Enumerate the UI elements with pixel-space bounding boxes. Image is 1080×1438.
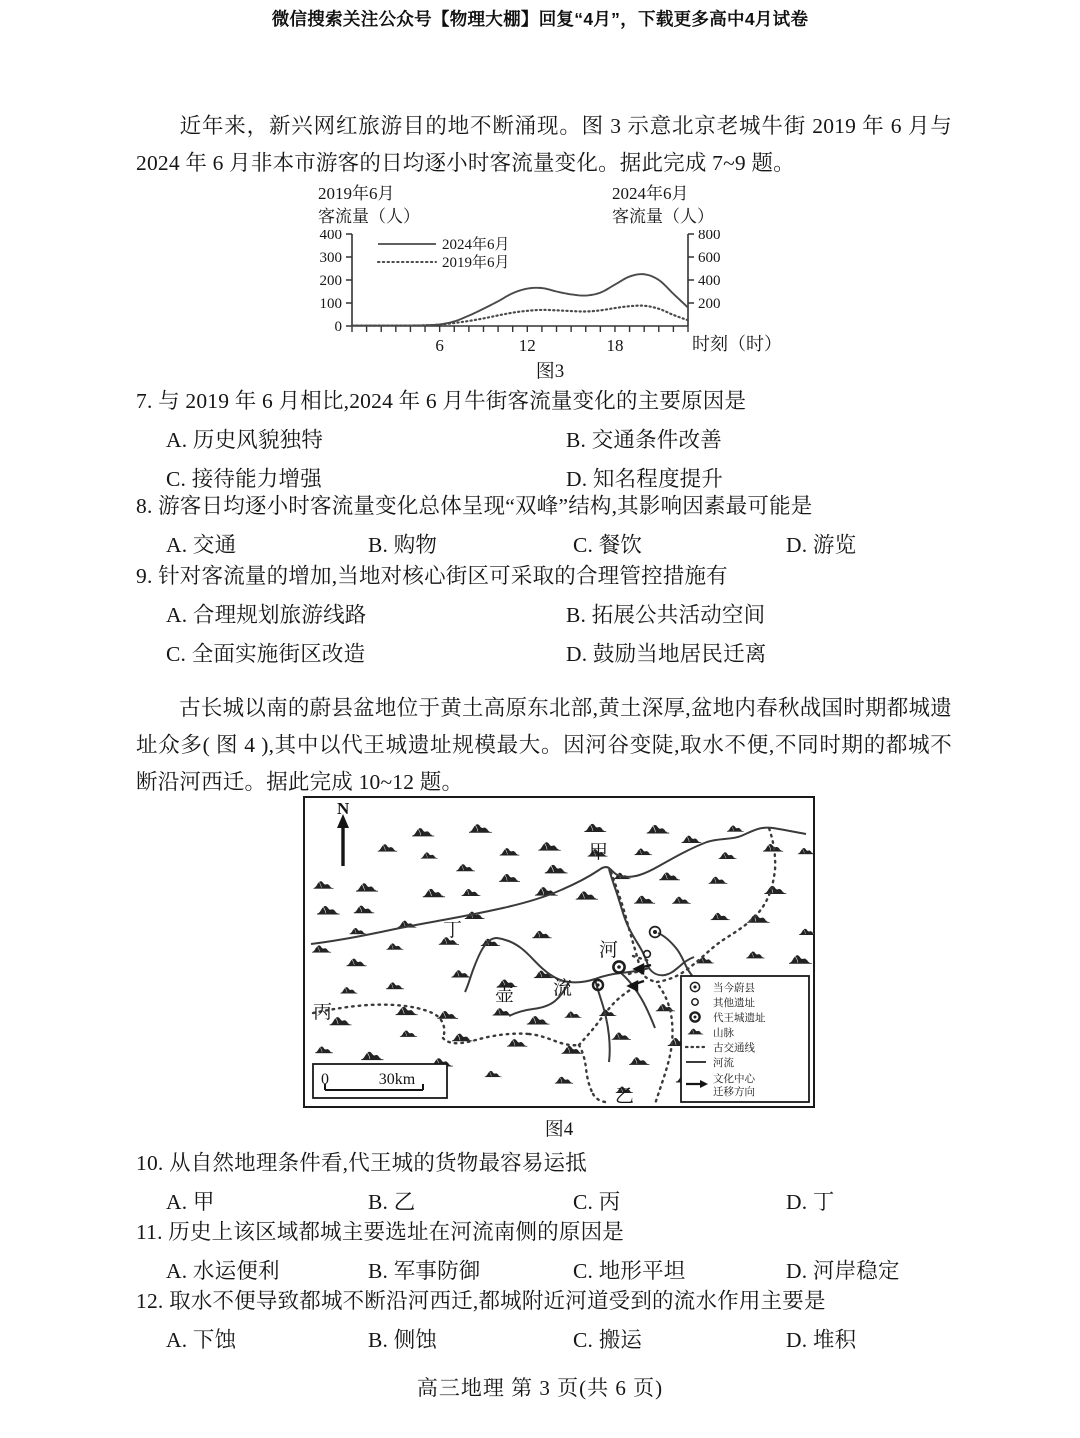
question-8 — [136, 489, 956, 562]
figure-3-left-title-line1: 2019年6月 — [318, 184, 395, 203]
question-7-option-d[interactable]: D. 知名程度提升 — [566, 467, 724, 491]
question-7-text: 与 2019 年 6 月相比,2024 年 6 月牛街客流量变化的主要原因是 — [158, 389, 747, 413]
figure-3-right-title-line2: 客流量（人） — [612, 207, 714, 226]
question-10-option-d[interactable]: D. 丁 — [786, 1190, 835, 1214]
question-7-options-row-1 — [136, 423, 956, 457]
question-8-number: 8. — [136, 494, 153, 518]
svg-text:100: 100 — [319, 296, 342, 312]
scale-bar-zero: 0 — [321, 1071, 329, 1088]
svg-text:18: 18 — [606, 336, 624, 355]
question-10-option-a[interactable]: A. 甲 — [166, 1190, 215, 1214]
map-river-label-char-1: 壶 — [495, 985, 515, 1006]
figure-4-caption: 图4 — [544, 1119, 574, 1140]
map-label-bing: 丙 — [313, 1002, 333, 1023]
svg-text:其他遗址: 其他遗址 — [713, 997, 755, 1009]
question-12 — [136, 1284, 956, 1357]
map-label-yi: 乙 — [615, 1086, 635, 1107]
question-12-number: 12. — [136, 1289, 164, 1313]
question-8-option-b[interactable]: B. 购物 — [368, 533, 438, 557]
question-7 — [136, 384, 956, 496]
svg-text:山脉: 山脉 — [713, 1027, 734, 1039]
map-north-label: N — [337, 799, 350, 818]
svg-text:800: 800 — [698, 230, 721, 243]
figure-3-left-title-line2: 客流量（人） — [318, 207, 420, 226]
question-12-option-c[interactable]: C. 搬运 — [573, 1328, 643, 1352]
question-12-option-b[interactable]: B. 侧蚀 — [368, 1328, 438, 1352]
svg-text:迁移方向: 迁移方向 — [713, 1086, 755, 1098]
question-7-option-c[interactable]: C. 接待能力增强 — [166, 467, 322, 491]
map-river-label-char-3: 河 — [599, 940, 619, 961]
question-11-option-d[interactable]: D. 河岸稳定 — [786, 1259, 900, 1283]
svg-text:12: 12 — [518, 336, 536, 355]
question-9-option-c[interactable]: C. 全面实施街区改造 — [166, 642, 366, 666]
figure-3-left-axis-title — [318, 182, 420, 228]
question-12-option-a[interactable]: A. 下蚀 — [166, 1328, 237, 1352]
question-10-options — [136, 1185, 956, 1219]
question-10-text: 从自然地理条件看,代王城的货物最容易运抵 — [169, 1151, 587, 1175]
question-7-number: 7. — [136, 389, 153, 413]
question-10 — [136, 1146, 956, 1219]
question-8-options — [136, 528, 956, 562]
question-7-stem — [136, 384, 956, 418]
passage-2 — [136, 690, 952, 801]
question-11-option-a[interactable]: A. 水运便利 — [166, 1259, 280, 1283]
svg-text:2024年6月: 2024年6月 — [442, 237, 510, 253]
question-11-options — [136, 1254, 956, 1288]
svg-text:河流: 河流 — [713, 1057, 734, 1069]
question-12-stem — [136, 1284, 956, 1318]
svg-text:400: 400 — [319, 230, 342, 243]
question-11 — [136, 1215, 956, 1288]
map-label-ding: 丁 — [443, 920, 463, 941]
question-8-text: 游客日均逐小时客流量变化总体呈现“双峰”结构,其影响因素最可能是 — [158, 494, 813, 518]
promo-banner: 微信搜索关注公众号【物理大棚】回复“4月”，下载更多高中4月试卷 — [271, 9, 809, 29]
question-7-option-b[interactable]: B. 交通条件改善 — [566, 428, 722, 452]
figure-3-xlabel: 时刻（时） — [692, 334, 782, 354]
question-7-option-a[interactable]: A. 历史风貌独特 — [166, 428, 324, 452]
figure-3-right-ticks — [688, 230, 721, 312]
map-river-label-char-2: 流 — [553, 978, 573, 999]
svg-text:600: 600 — [698, 250, 721, 266]
question-11-option-c[interactable]: C. 地形平坦 — [573, 1259, 686, 1283]
question-9-text: 针对客流量的增加,当地对核心街区可采取的合理管控措施有 — [158, 564, 728, 588]
question-11-text: 历史上该区域都城主要选址在河流南侧的原因是 — [168, 1220, 624, 1244]
figure-4 — [303, 796, 815, 1144]
series-2024-line — [352, 274, 688, 325]
figure-3-legend — [378, 235, 510, 271]
figure-3-x-ticks — [352, 326, 688, 355]
svg-text:2019年6月: 2019年6月 — [442, 255, 510, 271]
question-11-option-b[interactable]: B. 军事防御 — [368, 1259, 481, 1283]
svg-text:400: 400 — [698, 273, 721, 289]
question-8-option-c[interactable]: C. 餐饮 — [573, 533, 643, 557]
figure-3-right-axis-title — [612, 182, 714, 228]
passage-1 — [136, 108, 952, 182]
svg-text:0: 0 — [334, 319, 342, 335]
question-9-stem — [136, 559, 956, 593]
question-11-number: 11. — [136, 1220, 163, 1244]
figure-3-caption: 图3 — [535, 361, 565, 382]
series-2019-line — [352, 306, 688, 326]
svg-text:文化中心: 文化中心 — [713, 1073, 755, 1085]
question-10-number: 10. — [136, 1151, 164, 1175]
question-12-options — [136, 1323, 956, 1357]
svg-text:200: 200 — [698, 296, 721, 312]
figure-4-map — [303, 796, 815, 1108]
svg-text:6: 6 — [435, 336, 444, 355]
question-9 — [136, 559, 956, 671]
passage-2-text: 古长城以南的蔚县盆地位于黄土高原东北部,黄土深厚,盆地内春秋战国时期都城遗址众多( 图 4 ),其中以代王城遗址规模最大。因河谷变陡,取水不便,不同时期的都城不断沿河西迁。据此完成 10~12 题。 — [136, 696, 952, 794]
page-footer: 高三地理 第 3 页(共 6 页) — [416, 1376, 664, 1400]
question-10-option-c[interactable]: C. 丙 — [573, 1190, 621, 1214]
question-9-number: 9. — [136, 564, 153, 588]
question-9-option-d[interactable]: D. 鼓励当地居民迁离 — [566, 642, 767, 666]
question-9-option-a[interactable]: A. 合理规划旅游线路 — [166, 603, 367, 627]
question-9-options-row-1 — [136, 598, 956, 632]
scale-bar-value: 30km — [378, 1071, 416, 1088]
question-12-option-d[interactable]: D. 堆积 — [786, 1328, 857, 1352]
passage-1-text: 近年来，新兴网红旅游目的地不断涌现。图 3 示意北京老城牛街 2019 年 6 月与 2024 年 6 月非本市游客的日均逐小时客流量变化。据此完成 7~9 题。 — [136, 114, 952, 175]
question-12-text: 取水不便导致都城不断沿河西迁,都城附近河道受到的流水作用主要是 — [169, 1289, 826, 1313]
question-11-stem — [136, 1215, 956, 1249]
svg-text:当今蔚县: 当今蔚县 — [713, 982, 755, 994]
svg-text:代王城遗址: 代王城遗址 — [713, 1012, 766, 1024]
question-8-option-d[interactable]: D. 游览 — [786, 533, 857, 557]
figure-3-left-ticks — [320, 230, 353, 335]
svg-text:古交通线: 古交通线 — [713, 1042, 755, 1054]
question-9-options-row-2 — [136, 637, 956, 671]
figure-3 — [300, 182, 800, 392]
svg-text:200: 200 — [319, 273, 342, 289]
map-label-jia: 甲 — [589, 842, 609, 863]
question-8-stem — [136, 489, 956, 523]
figure-3-right-title-line1: 2024年6月 — [612, 184, 689, 203]
question-9-option-b[interactable]: B. 拓展公共活动空间 — [566, 603, 766, 627]
question-10-stem — [136, 1146, 956, 1180]
question-10-option-b[interactable]: B. 乙 — [368, 1190, 416, 1214]
svg-text:300: 300 — [319, 250, 342, 266]
question-8-option-a[interactable]: A. 交通 — [166, 533, 237, 557]
